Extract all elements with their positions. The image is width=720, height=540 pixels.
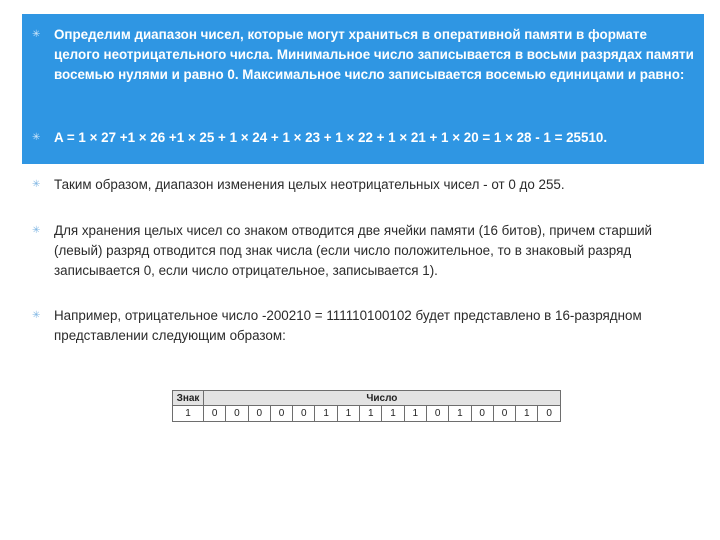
bit-cell: 0: [204, 406, 226, 422]
bit-cell: 0: [426, 406, 448, 422]
bit-cell: 1: [516, 406, 538, 422]
bit-cell: 1: [382, 406, 404, 422]
table-header-row: [173, 391, 561, 406]
number-header-cell: Число: [204, 391, 561, 406]
sign-bit-cell: 1: [173, 406, 204, 422]
bit-cell: 1: [404, 406, 426, 422]
bit-cell: 0: [270, 406, 292, 422]
bit-table: [172, 390, 561, 422]
bit-cell: 1: [449, 406, 471, 422]
bullet-text: Таким образом, диапазон изменения целых неотрицательных чисел - от 0 до 255.: [54, 177, 565, 192]
bullet-icon: ✳: [32, 29, 41, 40]
bullet-icon: ✳: [32, 132, 41, 143]
bit-cell: 0: [248, 406, 270, 422]
bit-cell: 0: [538, 406, 560, 422]
bit-cell: 1: [337, 406, 359, 422]
bit-cell: 0: [293, 406, 315, 422]
bullet-text: Для хранения целых чисел со знаком отводится две ячейки памяти (16 битов), причем старший (левый) разряд отводится под знак числа (если число положительное, то в знаковый разряд записывается 0, если число отрицательное, записывается 1).: [54, 223, 653, 278]
bit-cell: 1: [315, 406, 337, 422]
bullet-text: Определим диапазон чисел, которые могут храниться в оперативной памяти в формате целого неотрицательного числа. Минимальное число записывается в восьми разрядах памяти восемью нулями и равно 0. Максимальное число записывается восемью единицами и равно:: [54, 27, 694, 82]
bullet-text: Например, отрицательное число -200210 = 111110100102 будет представлено в 16-разрядном представлении следующим образом:: [54, 308, 642, 343]
bit-cell: 1: [360, 406, 382, 422]
bullet-icon: ✳: [32, 310, 41, 321]
bullet-icon: ✳: [32, 225, 41, 236]
table-row: [173, 406, 561, 422]
bit-cell: 0: [226, 406, 248, 422]
bit-cell: 0: [471, 406, 493, 422]
bit-cell: 0: [493, 406, 515, 422]
bullet-text: A = 1 × 27 +1 × 26 +1 × 25 + 1 × 24 + 1 × 23 + 1 × 22 + 1 × 21 + 1 × 20 = 1 × 28 - 1 = 25510.: [54, 130, 608, 145]
bullet-icon: ✳: [32, 179, 41, 190]
sign-header-cell: Знак: [173, 391, 204, 406]
